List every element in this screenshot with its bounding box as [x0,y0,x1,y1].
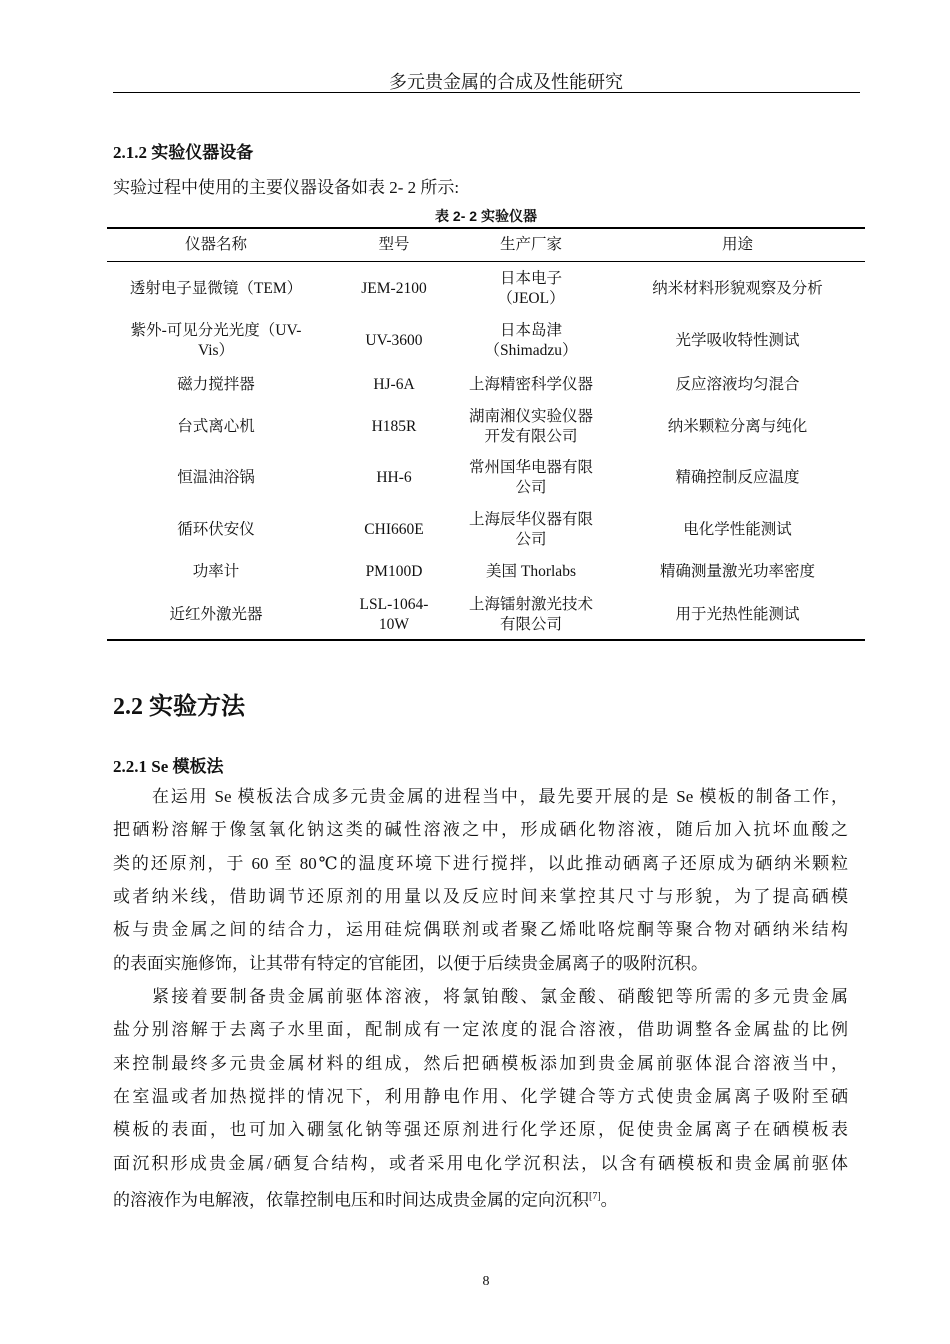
table-cell-use: 精确测量激光功率密度 [659,563,815,580]
table-top-rule [107,227,865,229]
table-cell-model [334,595,454,635]
paragraph-line [113,1187,618,1211]
cell-line: 有限公司 [499,616,562,633]
section-heading-2-2: 2.2 实验方法 [113,694,245,720]
cell-line: 美国 Thorlabs [486,563,576,580]
table-cell-name [107,375,325,395]
line-text: 或者纳米线，借助调节还原剂的用量以及反应时间来掌控其尺寸与形貌，为了提高硒模 [113,886,848,906]
section-heading-2-1-2: 2.1.2 实验仪器设备 [113,143,254,162]
table-cell-maker [455,562,607,582]
table-header-cell: 型号 [378,236,410,253]
line-text: 模板的表面，也可加入硼氢化钠等强还原剂进行化学还原，促使贵金属离子在硒模板表 [113,1120,848,1140]
table-cell-maker [455,510,607,550]
paragraph-line [113,1120,848,1140]
table-cell-name [107,417,325,437]
section-heading-2-2-1: 2.2.1 Se 模板法 [113,757,224,776]
table-header-cell: 生产厂家 [499,236,562,253]
line-text: 把硒粉溶解于像氢氧化钠这类的碱性溶液之中，形成硒化物溶液，随后加入抗坏血酸之 [113,820,848,840]
table-cell-use: 精确控制反应温度 [675,469,800,486]
cell-line: UV-3600 [365,332,423,349]
table-cell-name [107,468,325,488]
table-bottom-rule [107,639,865,641]
table-cell-maker [455,375,607,395]
cell-line: 循环伏安仪 [177,521,255,538]
line-text: 面沉积形成贵金属/硒复合结构，或者采用电化学沉积法，以含有硒模板和贵金属前驱体 [113,1153,848,1173]
table-cell-maker [455,407,607,447]
table-header-cell: 仪器名称 [184,236,247,253]
table-cell-model [334,279,454,299]
paragraph-line [152,987,848,1007]
cell-line: H185R [371,418,417,435]
line-text: 板与贵金属之间的结合力，运用硅烷偶联剂或者聚乙烯吡咯烷酮等聚合物对硒纳米结构 [113,920,848,940]
cell-line: LSL-1064- [359,596,429,613]
table-cell-name [107,279,325,299]
cell-line: 日本电子 [499,270,562,287]
paragraph-line [113,1020,848,1040]
cell-line: 功率计 [192,563,240,580]
cell-line: 磁力搅拌器 [177,376,255,393]
cell-line: 上海镭射激光技术 [468,596,593,613]
table-cell-model [334,375,454,395]
table-cell-model [334,331,454,351]
cell-line: 公司 [515,479,547,496]
table-intro-text: 实验过程中使用的主要仪器设备如表 2- 2 所示: [113,178,460,197]
paragraph-line [113,1154,848,1174]
table-cell-model [334,520,454,540]
cell-line: PM100D [365,563,423,580]
cell-line: JEM-2100 [361,280,427,297]
line-text: 盐分别溶解于去离子水里面，配制成有一定浓度的混合溶液，借助调整各金属盐的比例 [113,1020,848,1040]
line-text: 的表面实施修饰，让其带有特定的官能团，以便于后续贵金属离子的吸附沉积。 [113,953,708,973]
paragraph-line [113,954,708,974]
running-header-title: 多元贵金属的合成及性能研究 [389,72,623,92]
cell-line: 上海精密科学仪器 [468,376,593,393]
cell-line: 湖南湘仪实验仪器 [468,408,593,425]
table-cell-maker [455,458,607,498]
table-cell-use: 光学吸收特性测试 [675,332,800,349]
table-cell-model [334,468,454,488]
cell-line: （Shimadzu） [484,342,578,359]
paragraph-line [113,887,848,907]
line-text: 来控制最终多元贵金属材料的组成，然后把硒模板添加到贵金属前驱体混合溶液当中， [113,1053,848,1073]
table-cell-use: 反应溶液均匀混合 [675,376,800,393]
table-cell-name [107,605,325,625]
line-text: 类的还原剂，于 60 至 80℃的温度环境下进行搅拌，以此推动硒离子还原成为硒纳米颗粒 [113,853,848,873]
table-cell-use: 用于光热性能测试 [675,606,800,623]
cell-line: 台式离心机 [177,418,255,435]
table-cell-name [107,520,325,540]
cell-line: 10W [378,616,410,633]
table-caption: 表 2- 2 实验仪器 [435,208,537,224]
table-cell-use: 纳米材料形貌观察及分析 [652,280,823,297]
cell-line: 上海辰华仪器有限 [468,511,593,528]
cell-line: HJ-6A [373,376,415,393]
table-cell-use: 电化学性能测试 [683,521,792,538]
table-cell-maker [455,321,607,361]
table-cell-maker [455,269,607,309]
cell-line: Vis） [197,342,235,359]
paragraph-line [113,1054,848,1074]
cell-line: CHI660E [364,521,424,538]
paragraph-line [113,1087,848,1107]
cell-line: 公司 [515,531,547,548]
table-cell-maker [455,595,607,635]
paragraph-line [152,787,848,807]
paragraph-line [113,854,848,874]
table-cell-model [334,562,454,582]
cell-line: 紫外-可见分光光度（UV- [130,322,302,339]
cell-line: 常州国华电器有限 [468,459,593,476]
cell-line: HH-6 [376,469,412,486]
line-text: 紧接着要制备贵金属前驱体溶液，将氯铂酸、氯金酸、硝酸钯等所需的多元贵金属 [152,987,848,1006]
citation: [7] [589,1190,601,1202]
table-cell-name [107,562,325,582]
table-cell-model [334,417,454,437]
paragraph-line [113,820,848,840]
page-number: 8 [482,1274,490,1289]
cell-line: 恒温油浴锅 [177,469,255,486]
header-divider [113,92,860,93]
cell-line: 近红外激光器 [169,606,263,623]
line-text: 在运用 Se 模板法合成多元贵金属的进程当中，最先要开展的是 Se 模板的制备工作， [152,787,848,806]
line-text: 的溶液作为电解液，依靠控制电压和时间达成贵金属的定向沉积 [113,1190,589,1210]
table-header-cell: 用途 [721,236,753,253]
end-punctuation: 。 [600,1190,618,1210]
cell-line: （JEOL） [497,290,565,307]
cell-line: 透射电子显微镜（TEM） [129,280,303,297]
paragraph-line [113,920,848,940]
line-text: 在室温或者加热搅拌的情况下，利用静电作用、化学键合等方式使贵金属离子吸附至硒 [113,1086,848,1106]
cell-line: 日本岛津 [499,322,562,339]
table-cell-name [107,321,325,361]
table-cell-use: 纳米颗粒分离与纯化 [667,418,808,435]
table-header-rule [107,261,865,262]
cell-line: 开发有限公司 [484,428,578,445]
